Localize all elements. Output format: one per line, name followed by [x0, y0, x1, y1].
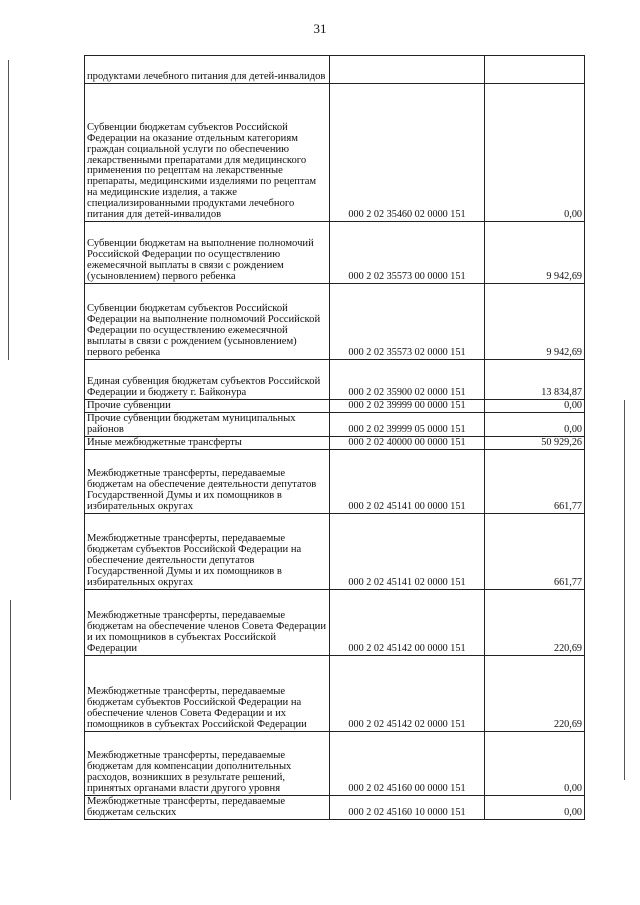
row-code-cell: 000 2 02 45160 10 0000 151 [330, 796, 485, 820]
table-row [85, 656, 585, 732]
row-amount-cell: 13 834,87 [485, 360, 585, 400]
row-code-cell [330, 56, 485, 84]
row-name-cell: Субвенции бюджетам субъектов Российской Федерации на оказание отдельным категориям граждан социальной услуги по обеспечению лекарственными препаратами для медицинского применения по рецептам на лекарственные препараты, медицинскими изделиями по рецептам на медицинские изделия, а также специализированными продуктами лечебного питания для детей-инвалидов [85, 84, 330, 222]
row-name-cell: Межбюджетные трансферты, передаваемые бюджетам сельских [85, 796, 330, 820]
table-row [85, 56, 585, 84]
table-row [85, 360, 585, 400]
row-code-cell: 000 2 02 35900 02 0000 151 [330, 360, 485, 400]
row-code-cell: 000 2 02 39999 05 0000 151 [330, 413, 485, 437]
table-row [85, 450, 585, 514]
table-body [85, 56, 585, 820]
budget-revenue-table [84, 55, 585, 820]
row-name-cell: Межбюджетные трансферты, передаваемые бюджетам на обеспечение деятельности депутатов Государственной Думы и их помощников в избирательных округах [85, 450, 330, 514]
row-code-cell: 000 2 02 39999 00 0000 151 [330, 400, 485, 413]
row-name-cell: Прочие субвенции [85, 400, 330, 413]
row-code-cell: 000 2 02 35460 02 0000 151 [330, 84, 485, 222]
row-code-cell: 000 2 02 45160 00 0000 151 [330, 732, 485, 796]
table-row [85, 222, 585, 284]
table-row [85, 732, 585, 796]
table-row [85, 590, 585, 656]
row-amount-cell: 0,00 [485, 400, 585, 413]
row-amount-cell: 0,00 [485, 732, 585, 796]
scan-edge-mark [624, 400, 625, 780]
row-amount-cell: 220,69 [485, 590, 585, 656]
row-amount-cell: 50 929,26 [485, 437, 585, 450]
row-amount-cell: 0,00 [485, 84, 585, 222]
row-code-cell: 000 2 02 35573 00 0000 151 [330, 222, 485, 284]
row-name-cell: Прочие субвенции бюджетам муниципальных районов [85, 413, 330, 437]
row-amount-cell: 220,69 [485, 656, 585, 732]
row-name-cell: Межбюджетные трансферты, передаваемые бюджетам для компенсации дополнительных расходов, возникших в результате решений, принятых органами власти другого уровня [85, 732, 330, 796]
row-name-cell: Субвенции бюджетам на выполнение полномочий Российской Федерации по осуществлению ежемесячной выплаты в связи с рождением (усыновлением) первого ребенка [85, 222, 330, 284]
row-name-cell: Межбюджетные трансферты, передаваемые бюджетам субъектов Российской Федерации на обеспечение членов Совета Федерации и их помощников в субъектах Российской Федерации [85, 656, 330, 732]
row-amount-cell: 0,00 [485, 796, 585, 820]
row-name-cell: Субвенции бюджетам субъектов Российской Федерации на выполнение полномочий Российской Федерации по осуществлению ежемесячной выплаты в связи с рождением (усыновлением) первого ребенка [85, 284, 330, 360]
row-code-cell: 000 2 02 40000 00 0000 151 [330, 437, 485, 450]
row-name-cell: Иные межбюджетные трансферты [85, 437, 330, 450]
table-row [85, 514, 585, 590]
row-name-cell: продуктами лечебного питания для детей-инвалидов [85, 56, 330, 84]
table-row [85, 413, 585, 437]
table-row [85, 400, 585, 413]
table-row [85, 796, 585, 820]
row-code-cell: 000 2 02 45142 02 0000 151 [330, 656, 485, 732]
row-amount-cell: 9 942,69 [485, 284, 585, 360]
table-row [85, 284, 585, 360]
table-row [85, 84, 585, 222]
row-code-cell: 000 2 02 35573 02 0000 151 [330, 284, 485, 360]
table-row [85, 437, 585, 450]
row-name-cell: Единая субвенция бюджетам субъектов Российской Федерации и бюджету г. Байконура [85, 360, 330, 400]
row-code-cell: 000 2 02 45142 00 0000 151 [330, 590, 485, 656]
row-name-cell: Межбюджетные трансферты, передаваемые бюджетам субъектов Российской Федерации на обеспечение деятельности депутатов Государственной Думы и их помощников в избирательных округах [85, 514, 330, 590]
row-name-cell: Межбюджетные трансферты, передаваемые бюджетам на обеспечение членов Совета Федерации и их помощников в субъектах Российской Федерации [85, 590, 330, 656]
row-amount-cell: 661,77 [485, 514, 585, 590]
page-number: 31 [313, 21, 327, 36]
row-amount-cell: 9 942,69 [485, 222, 585, 284]
row-code-cell: 000 2 02 45141 00 0000 151 [330, 450, 485, 514]
row-code-cell: 000 2 02 45141 02 0000 151 [330, 514, 485, 590]
row-amount-cell: 0,00 [485, 413, 585, 437]
scan-edge-mark [8, 60, 9, 360]
row-amount-cell: 661,77 [485, 450, 585, 514]
scan-edge-mark [10, 600, 11, 800]
row-amount-cell [485, 56, 585, 84]
